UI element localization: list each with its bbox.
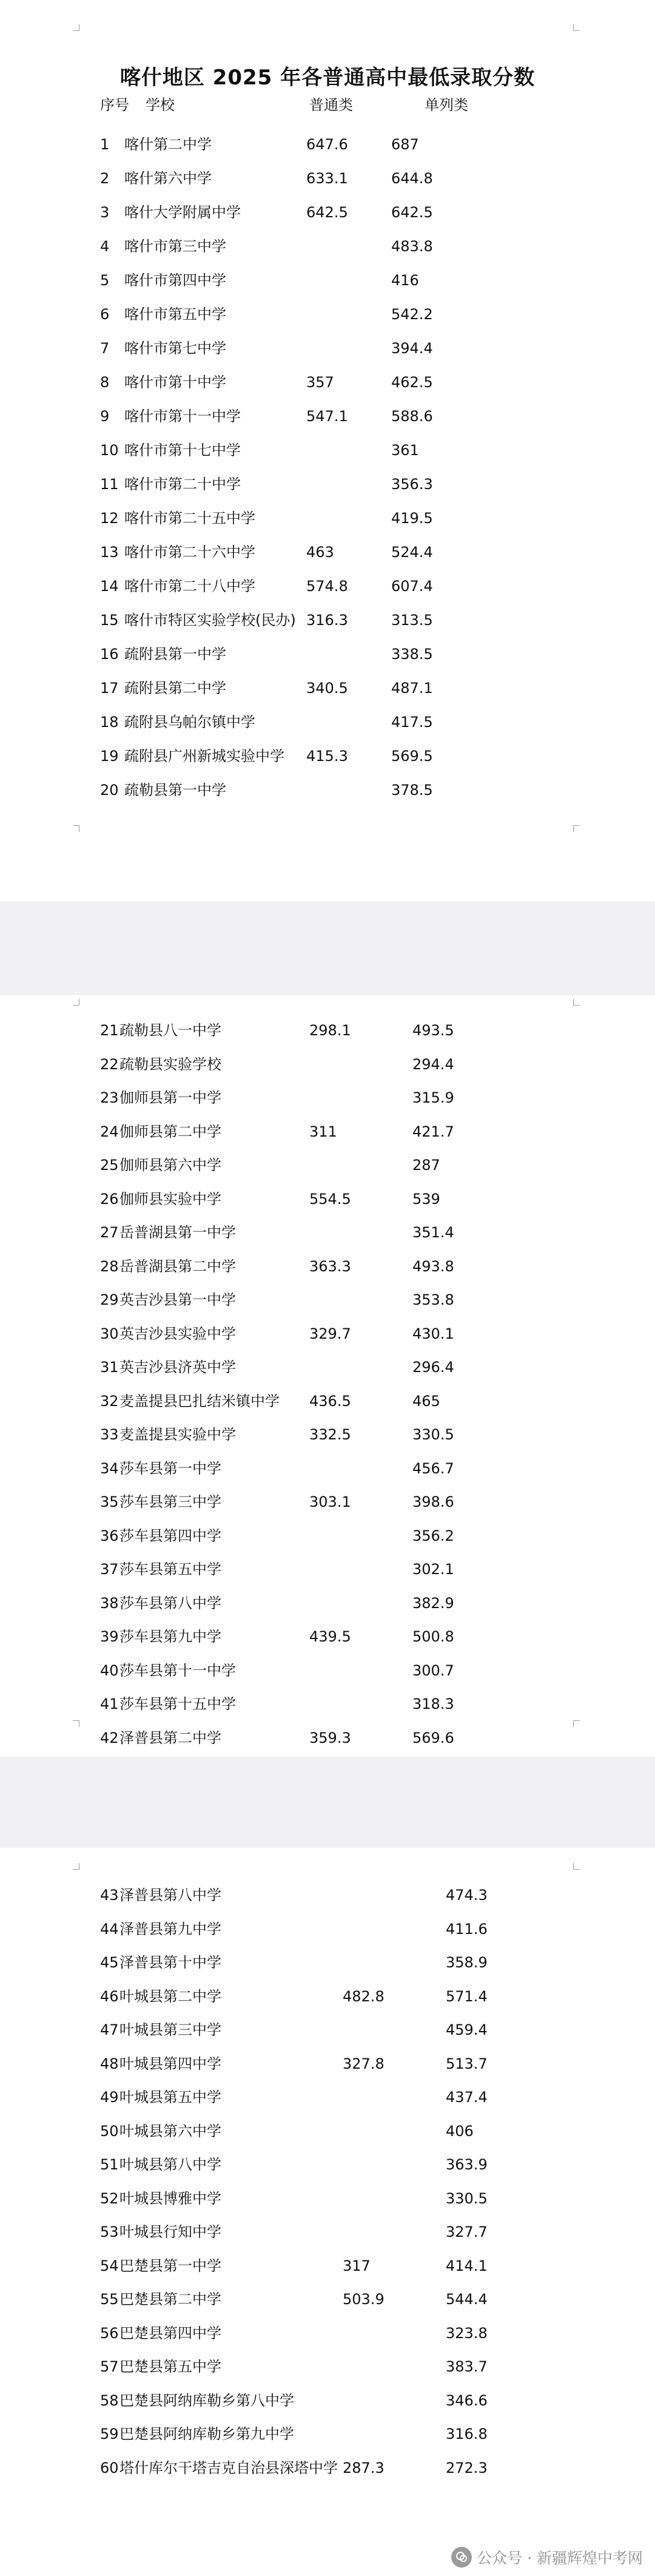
table-row — [0, 1047, 655, 1081]
school-name: 巴楚县第一中学 — [119, 2257, 221, 2274]
table-row — [0, 1452, 655, 1486]
table-row — [0, 773, 655, 807]
row-number: 17 — [100, 680, 119, 697]
school-name: 莎车县第八中学 — [119, 1594, 221, 1612]
row-number: 43 — [100, 1887, 119, 1904]
single-category-score: 542.2 — [391, 306, 433, 323]
page-separator — [0, 1757, 655, 1848]
page-corner-mark — [73, 999, 79, 1006]
school-name: 疏附县广州新城实验中学 — [124, 748, 284, 765]
single-category-score: 493.8 — [412, 1257, 454, 1275]
header-no: 序号 — [100, 96, 129, 113]
table-row — [0, 2451, 655, 2485]
school-name: 叶城县行知中学 — [119, 2223, 221, 2240]
row-number: 8 — [100, 374, 110, 391]
table-row — [0, 1878, 655, 1912]
school-name: 喀什第六中学 — [124, 170, 212, 187]
table-row — [0, 1586, 655, 1620]
single-category-score: 383.7 — [446, 2358, 488, 2375]
single-category-score: 382.9 — [412, 1594, 454, 1612]
table-row — [0, 1485, 655, 1519]
row-number: 25 — [100, 1157, 119, 1174]
general-score: 642.5 — [306, 204, 348, 221]
school-name: 疏勒县实验学校 — [119, 1055, 221, 1073]
school-name: 喀什市第二十五中学 — [124, 510, 255, 527]
row-number: 3 — [100, 204, 110, 221]
school-name: 巴楚县阿纳库勒乡第八中学 — [119, 2392, 294, 2409]
school-name: 喀什市第三中学 — [124, 238, 226, 255]
row-number: 22 — [100, 1055, 119, 1073]
row-number: 21 — [100, 1022, 119, 1039]
row-number: 60 — [100, 2459, 119, 2476]
table-row — [0, 705, 655, 739]
school-name: 莎车县第十五中学 — [119, 1695, 236, 1712]
single-category-score: 487.1 — [391, 680, 433, 697]
school-name: 疏勒县八一中学 — [119, 1022, 221, 1039]
general-score: 340.5 — [306, 680, 348, 697]
school-name: 泽普县第九中学 — [119, 1920, 221, 1938]
page-corner-mark — [573, 1863, 580, 1870]
watermark-text: 公众号 · 新疆辉煌中考网 — [477, 2549, 643, 2567]
table-row — [0, 2114, 655, 2148]
row-number: 37 — [100, 1561, 119, 1578]
general-score: 363.3 — [309, 1257, 351, 1275]
row-number: 23 — [100, 1089, 119, 1106]
single-category-score: 539 — [412, 1190, 440, 1208]
row-number: 42 — [100, 1729, 119, 1746]
school-name: 喀什市特区实验学校(民办) — [124, 612, 296, 629]
table-row — [0, 2417, 655, 2451]
row-number: 5 — [100, 272, 110, 289]
single-category-score: 513.7 — [446, 2055, 488, 2072]
table-row — [0, 2047, 655, 2081]
row-number: 10 — [100, 442, 119, 459]
table-row — [0, 501, 655, 535]
single-category-score: 421.7 — [412, 1123, 454, 1140]
general-score: 359.3 — [309, 1729, 351, 1746]
table-row — [0, 2282, 655, 2316]
wechat-official-account-icon — [451, 2547, 472, 2568]
single-category-score: 313.5 — [391, 612, 433, 629]
school-name: 英吉沙县第一中学 — [119, 1291, 236, 1308]
general-score: 332.5 — [309, 1426, 351, 1443]
school-name: 疏附县乌帕尔镇中学 — [124, 714, 255, 731]
single-category-score: 607.4 — [391, 578, 433, 595]
table-row — [0, 2182, 655, 2216]
table-row — [0, 467, 655, 501]
school-name: 巴楚县第二中学 — [119, 2291, 221, 2308]
header-single: 单列类 — [425, 96, 468, 113]
table-row — [0, 2316, 655, 2350]
general-score: 482.8 — [343, 1987, 385, 2005]
table-row — [0, 2080, 655, 2114]
single-category-score: 456.7 — [412, 1459, 454, 1477]
table-row — [0, 1148, 655, 1182]
table-row — [0, 229, 655, 263]
school-name: 喀什市第十七中学 — [124, 442, 241, 459]
table-row — [0, 433, 655, 467]
row-number: 34 — [100, 1459, 119, 1477]
school-name: 麦盖提县巴扎结米镇中学 — [119, 1392, 280, 1410]
school-name: 伽师县第一中学 — [119, 1089, 221, 1106]
table-row — [0, 1115, 655, 1149]
table-row — [0, 603, 655, 637]
single-category-score: 315.9 — [412, 1089, 454, 1106]
single-category-score: 338.5 — [391, 646, 433, 663]
general-score: 574.8 — [306, 578, 348, 595]
page-separator — [0, 901, 655, 995]
single-category-score: 569.5 — [391, 748, 433, 765]
table-row — [0, 1013, 655, 1047]
page-corner-mark — [73, 825, 79, 832]
school-name: 莎车县第四中学 — [119, 1527, 221, 1544]
row-number: 50 — [100, 2122, 119, 2140]
page-corner-mark — [573, 999, 580, 1006]
table-row — [0, 671, 655, 705]
table-row — [0, 1283, 655, 1317]
row-number: 15 — [100, 612, 119, 629]
table-row — [0, 1912, 655, 1946]
table-row — [0, 1552, 655, 1586]
single-category-score: 644.8 — [391, 170, 433, 187]
table-row — [0, 1620, 655, 1654]
row-number: 46 — [100, 1987, 119, 2005]
single-category-score: 358.9 — [446, 1954, 488, 1971]
table-row — [0, 1946, 655, 1979]
table-row — [0, 297, 655, 331]
row-number: 28 — [100, 1257, 119, 1275]
school-name: 喀什大学附属中学 — [124, 204, 241, 221]
single-category-score: 411.6 — [446, 1920, 488, 1938]
row-number: 24 — [100, 1123, 119, 1140]
single-category-score: 287 — [412, 1157, 440, 1174]
school-name: 麦盖提县实验中学 — [119, 1426, 236, 1443]
row-number: 54 — [100, 2257, 119, 2274]
table-row — [0, 2013, 655, 2047]
single-category-score: 544.4 — [446, 2291, 488, 2308]
table-row — [0, 2215, 655, 2249]
row-number: 58 — [100, 2392, 119, 2409]
document-page-1 — [0, 0, 655, 901]
single-category-score: 416 — [391, 272, 419, 289]
table-row — [0, 1418, 655, 1452]
row-number: 14 — [100, 578, 119, 595]
general-score: 287.3 — [343, 2459, 385, 2476]
table-row — [0, 1215, 655, 1249]
single-category-score: 569.6 — [412, 1729, 454, 1746]
row-number: 56 — [100, 2324, 119, 2342]
general-score: 647.6 — [306, 136, 348, 153]
school-name: 喀什市第五中学 — [124, 306, 226, 323]
page-corner-mark — [73, 24, 79, 31]
page-corner-mark — [573, 24, 580, 31]
school-name: 巴楚县阿纳库勒乡第九中学 — [119, 2426, 294, 2442]
row-number: 11 — [100, 476, 119, 493]
school-name: 喀什市第二十六中学 — [124, 544, 255, 561]
row-number: 52 — [100, 2189, 119, 2207]
school-name: 叶城县第三中学 — [119, 2021, 221, 2038]
general-score: 415.3 — [306, 748, 348, 765]
table-row — [0, 1182, 655, 1216]
watermark — [448, 2543, 647, 2571]
document-page-3 — [0, 1848, 655, 2576]
single-category-score: 361 — [391, 442, 419, 459]
row-number: 6 — [100, 306, 110, 323]
general-score: 554.5 — [309, 1190, 351, 1208]
school-name: 叶城县第五中学 — [119, 2089, 221, 2106]
single-category-score: 474.3 — [446, 1887, 488, 1904]
row-number: 29 — [100, 1291, 119, 1308]
school-name: 莎车县第三中学 — [119, 1493, 221, 1510]
school-name: 泽普县第十中学 — [119, 1954, 221, 1971]
general-score: 317 — [343, 2257, 371, 2274]
school-name: 莎车县第九中学 — [119, 1628, 221, 1645]
table-row — [0, 331, 655, 365]
single-category-score: 414.1 — [446, 2257, 488, 2274]
school-name: 巴楚县第四中学 — [119, 2324, 221, 2342]
table-row — [0, 2249, 655, 2283]
single-category-score: 351.4 — [412, 1224, 454, 1241]
row-number: 32 — [100, 1392, 119, 1410]
single-category-score: 687 — [391, 136, 419, 153]
table-row — [0, 1979, 655, 2013]
single-category-score: 406 — [446, 2122, 474, 2140]
table-row — [0, 2350, 655, 2384]
general-score: 436.5 — [309, 1392, 351, 1410]
school-name: 岳普湖县第二中学 — [119, 1257, 236, 1275]
row-number: 1 — [100, 136, 110, 153]
single-category-score: 524.4 — [391, 544, 433, 561]
school-name: 岳普湖县第一中学 — [119, 1224, 236, 1241]
school-name: 伽师县第二中学 — [119, 1123, 221, 1140]
school-name: 喀什市第二十八中学 — [124, 578, 255, 595]
row-number: 16 — [100, 646, 119, 663]
row-number: 31 — [100, 1359, 119, 1376]
row-number: 33 — [100, 1426, 119, 1443]
school-name: 喀什市第十中学 — [124, 374, 226, 391]
page-corner-mark — [73, 1863, 79, 1870]
school-name: 巴楚县第五中学 — [119, 2358, 221, 2375]
row-number: 13 — [100, 544, 119, 561]
school-name: 喀什市第二十中学 — [124, 476, 241, 493]
table-row — [0, 1384, 655, 1418]
general-score: 547.1 — [306, 408, 348, 425]
row-number: 49 — [100, 2089, 119, 2106]
general-score: 303.1 — [309, 1493, 351, 1510]
row-number: 51 — [100, 2156, 119, 2173]
school-name: 喀什第二中学 — [124, 136, 212, 153]
header-general: 普通类 — [309, 96, 353, 113]
general-score: 316.3 — [306, 612, 348, 629]
single-category-score: 356.2 — [412, 1527, 454, 1544]
general-score: 503.9 — [343, 2291, 385, 2308]
general-score: 463 — [306, 544, 334, 561]
table-row — [0, 637, 655, 671]
row-number: 12 — [100, 510, 119, 527]
table-row — [0, 569, 655, 603]
row-number: 7 — [100, 340, 110, 357]
school-name: 叶城县博雅中学 — [119, 2189, 221, 2207]
row-number: 45 — [100, 1954, 119, 1971]
general-score: 298.1 — [309, 1022, 351, 1039]
single-category-score: 318.3 — [412, 1695, 454, 1712]
row-number: 20 — [100, 782, 119, 799]
row-number: 26 — [100, 1190, 119, 1208]
row-number: 2 — [100, 170, 110, 187]
row-number: 35 — [100, 1493, 119, 1510]
table-row — [0, 739, 655, 773]
single-category-score: 483.8 — [391, 238, 433, 255]
table-row — [0, 1519, 655, 1553]
school-name: 泽普县第二中学 — [119, 1729, 221, 1746]
school-name: 叶城县第二中学 — [119, 1987, 221, 2005]
single-category-score: 294.4 — [412, 1055, 454, 1073]
document-page-2 — [0, 995, 655, 1757]
row-number: 53 — [100, 2223, 119, 2240]
school-name: 叶城县第八中学 — [119, 2156, 221, 2173]
row-number: 18 — [100, 714, 119, 731]
table-row — [0, 1081, 655, 1115]
single-category-score: 588.6 — [391, 408, 433, 425]
table-row — [0, 1654, 655, 1688]
school-name: 喀什市第四中学 — [124, 272, 226, 289]
general-score: 311 — [309, 1123, 337, 1140]
school-name: 莎车县第五中学 — [119, 1561, 221, 1578]
school-name: 喀什市第七中学 — [124, 340, 226, 357]
single-category-score: 500.8 — [412, 1628, 454, 1645]
school-name: 疏附县第一中学 — [124, 646, 226, 663]
single-category-score: 327.7 — [446, 2223, 488, 2240]
single-category-score: 296.4 — [412, 1359, 454, 1376]
general-score: 633.1 — [306, 170, 348, 187]
single-category-score: 462.5 — [391, 374, 433, 391]
table-row — [0, 195, 655, 229]
single-category-score: 330.5 — [412, 1426, 454, 1443]
school-name: 叶城县第四中学 — [119, 2055, 221, 2072]
single-category-score: 493.5 — [412, 1022, 454, 1039]
school-name: 喀什市第十一中学 — [124, 408, 241, 425]
single-category-score: 323.8 — [446, 2324, 488, 2342]
table-row — [0, 263, 655, 297]
row-number: 40 — [100, 1662, 119, 1679]
row-number: 19 — [100, 748, 119, 765]
row-number: 30 — [100, 1325, 119, 1342]
single-category-score: 300.7 — [412, 1662, 454, 1679]
row-number: 47 — [100, 2021, 119, 2038]
row-number: 9 — [100, 408, 110, 425]
row-number: 55 — [100, 2291, 119, 2308]
school-name: 英吉沙县实验中学 — [119, 1325, 236, 1342]
general-score: 439.5 — [309, 1628, 351, 1645]
school-name: 莎车县第十一中学 — [119, 1662, 236, 1679]
single-category-score: 272.3 — [446, 2459, 488, 2476]
table-row — [0, 1721, 655, 1755]
school-name: 塔什库尔干塔吉克自治县深塔中学 — [119, 2459, 338, 2476]
row-number: 57 — [100, 2358, 119, 2375]
row-number: 59 — [100, 2426, 119, 2442]
row-number: 27 — [100, 1224, 119, 1241]
school-name: 伽师县实验中学 — [119, 1190, 221, 1208]
school-name: 疏附县第二中学 — [124, 680, 226, 697]
school-name: 泽普县第八中学 — [119, 1887, 221, 1904]
single-category-score: 378.5 — [391, 782, 433, 799]
row-number: 36 — [100, 1527, 119, 1544]
single-category-score: 356.3 — [391, 476, 433, 493]
table-row — [0, 1687, 655, 1721]
single-category-score: 417.5 — [391, 714, 433, 731]
general-score: 327.8 — [343, 2055, 385, 2072]
single-category-score: 316.8 — [446, 2426, 488, 2442]
single-category-score: 419.5 — [391, 510, 433, 527]
single-category-score: 398.6 — [412, 1493, 454, 1510]
table-row — [0, 535, 655, 569]
row-number: 38 — [100, 1594, 119, 1612]
single-category-score: 437.4 — [446, 2089, 488, 2106]
school-name: 伽师县第六中学 — [119, 1157, 221, 1174]
single-category-score: 571.4 — [446, 1987, 488, 2005]
school-name: 叶城县第六中学 — [119, 2122, 221, 2140]
single-category-score: 363.9 — [446, 2156, 488, 2173]
general-score: 329.7 — [309, 1325, 351, 1342]
single-category-score: 465 — [412, 1392, 440, 1410]
table-row — [0, 1317, 655, 1351]
row-number: 48 — [100, 2055, 119, 2072]
table-row — [0, 2148, 655, 2182]
school-name: 英吉沙县济英中学 — [119, 1359, 236, 1376]
row-number: 39 — [100, 1628, 119, 1645]
header-school: 学校 — [146, 96, 175, 113]
single-category-score: 353.8 — [412, 1291, 454, 1308]
school-name: 疏勒县第一中学 — [124, 782, 226, 799]
single-category-score: 346.6 — [446, 2392, 488, 2409]
table-row — [0, 2384, 655, 2418]
single-category-score: 302.1 — [412, 1561, 454, 1578]
table-row — [0, 365, 655, 399]
row-number: 4 — [100, 238, 110, 255]
table-row — [0, 1350, 655, 1384]
table-row — [0, 161, 655, 195]
page-title: 喀什地区 2025 年各普通高中最低录取分数 — [119, 66, 536, 90]
single-category-score: 459.4 — [446, 2021, 488, 2038]
school-name: 莎车县第一中学 — [119, 1459, 221, 1477]
single-category-score: 642.5 — [391, 204, 433, 221]
table-row — [0, 399, 655, 433]
general-score: 357 — [306, 374, 334, 391]
table-row — [0, 127, 655, 161]
single-category-score: 330.5 — [446, 2189, 488, 2207]
row-number: 41 — [100, 1695, 119, 1712]
single-category-score: 394.4 — [391, 340, 433, 357]
table-row — [0, 1249, 655, 1283]
single-category-score: 430.1 — [412, 1325, 454, 1342]
row-number: 44 — [100, 1920, 119, 1938]
page-corner-mark — [573, 825, 580, 832]
